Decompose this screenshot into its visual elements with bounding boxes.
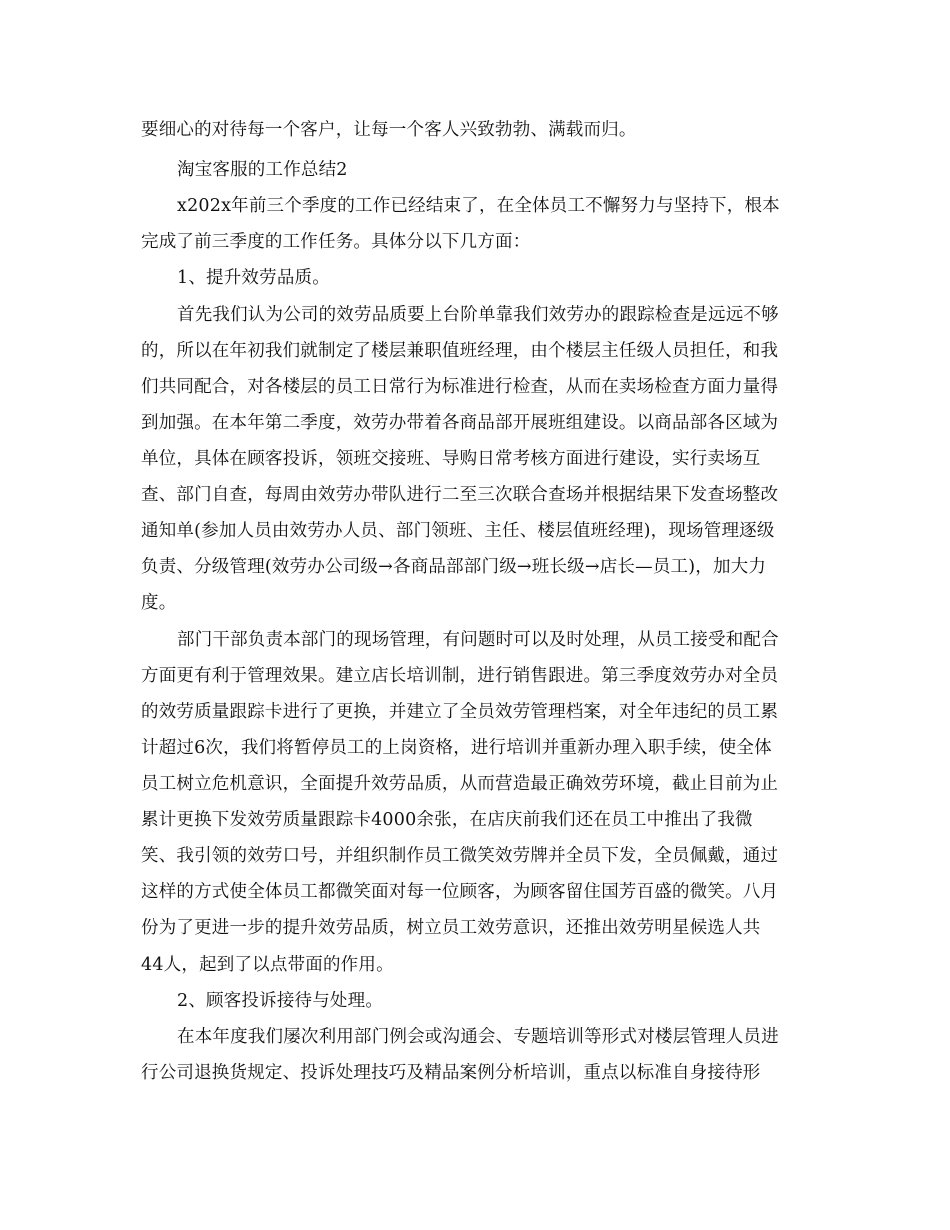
- text-line: 的效劳质量跟踪卡进行了更换，并建立了全员效劳管理档案，对全年违纪的员工累: [141, 702, 779, 722]
- text-line: 负责、分级管理(效劳办公司级→各商品部部门级→班长级→店长—员工)，加大力: [141, 557, 767, 577]
- text-line: 部门干部负责本部门的现场管理，有问题时可以及时处理，从员工接受和配合: [177, 630, 779, 650]
- text-line: 方面更有利于管理效果。建立店长培训制，进行销售跟进。第三季度效劳办对全员: [141, 666, 779, 686]
- text-line: 在本年度我们屡次利用部门例会或沟通会、专题培训等形式对楼层管理人员进: [177, 1027, 779, 1047]
- text-line: 笑、我引领的效劳口号，并组织制作员工微笑效劳牌并全员下发，全员佩戴，通过: [141, 846, 779, 866]
- list-heading: 2、顾客投诉接待与处理。: [177, 991, 384, 1011]
- text-line: 通知单(参加人员由效劳办人员、部门领班、主任、楼层值班经理)，现场管理逐级: [141, 521, 775, 541]
- text-line: x202x年前三个季度的工作已经结束了，在全体员工不懈努力与坚持下，根本: [177, 196, 780, 216]
- text-line: 44人，起到了以点带面的作用。: [141, 955, 394, 975]
- text-line: 首先我们认为公司的效劳品质要上台阶单靠我们效劳办的跟踪检查是远远不够: [177, 305, 779, 325]
- text-line: 度。: [141, 593, 177, 613]
- list-heading: 1、提升效劳品质。: [177, 268, 330, 288]
- text-line: 行公司退换货规定、投诉处理技巧及精品案例分析培训，重点以标准自身接待形: [141, 1063, 761, 1083]
- text-line: 这样的方式使全体员工都微笑面对每一位顾客，为顾客留住国芳百盛的微笑。八月: [141, 882, 779, 902]
- text-line: 完成了前三季度的工作任务。具体分以下几方面：: [141, 232, 531, 252]
- text-line: 计超过6次，我们将暂停员工的上岗资格，进行培训并重新办理入职手续，使全体: [141, 738, 772, 758]
- text-line: 份为了更进一步的提升效劳品质，树立员工效劳意识，还推出效劳明星候选人共: [141, 918, 761, 938]
- text-line: 查、部门自查，每周由效劳办带队进行二至三次联合查场并根据结果下发查场整改: [141, 485, 779, 505]
- text-line: 要细心的对待每一个客户，让每一个客人兴致勃勃、满载而归。: [141, 120, 637, 140]
- text-line: 到加强。在本年第二季度，效劳办带着各商品部开展班组建设。以商品部各区域为: [141, 413, 779, 433]
- section-heading: 淘宝客服的工作总结2: [177, 160, 348, 180]
- text-line: 们共同配合，对各楼层的员工日常行为标准进行检查，从而在卖场检查方面力量得: [141, 377, 779, 397]
- text-line: 员工树立危机意识，全面提升效劳品质，从而营造最正确效劳环境，截止目前为止: [141, 774, 779, 794]
- text-line: 单位，具体在顾客投诉，领班交接班、导购日常考核方面进行建设，实行卖场互: [141, 449, 761, 469]
- text-line: 的，所以在年初我们就制定了楼层兼职值班经理，由个楼层主任级人员担任，和我: [141, 341, 779, 361]
- text-line: 累计更换下发效劳质量跟踪卡4000余张，在店庆前我们还在员工中推出了我微: [141, 810, 753, 830]
